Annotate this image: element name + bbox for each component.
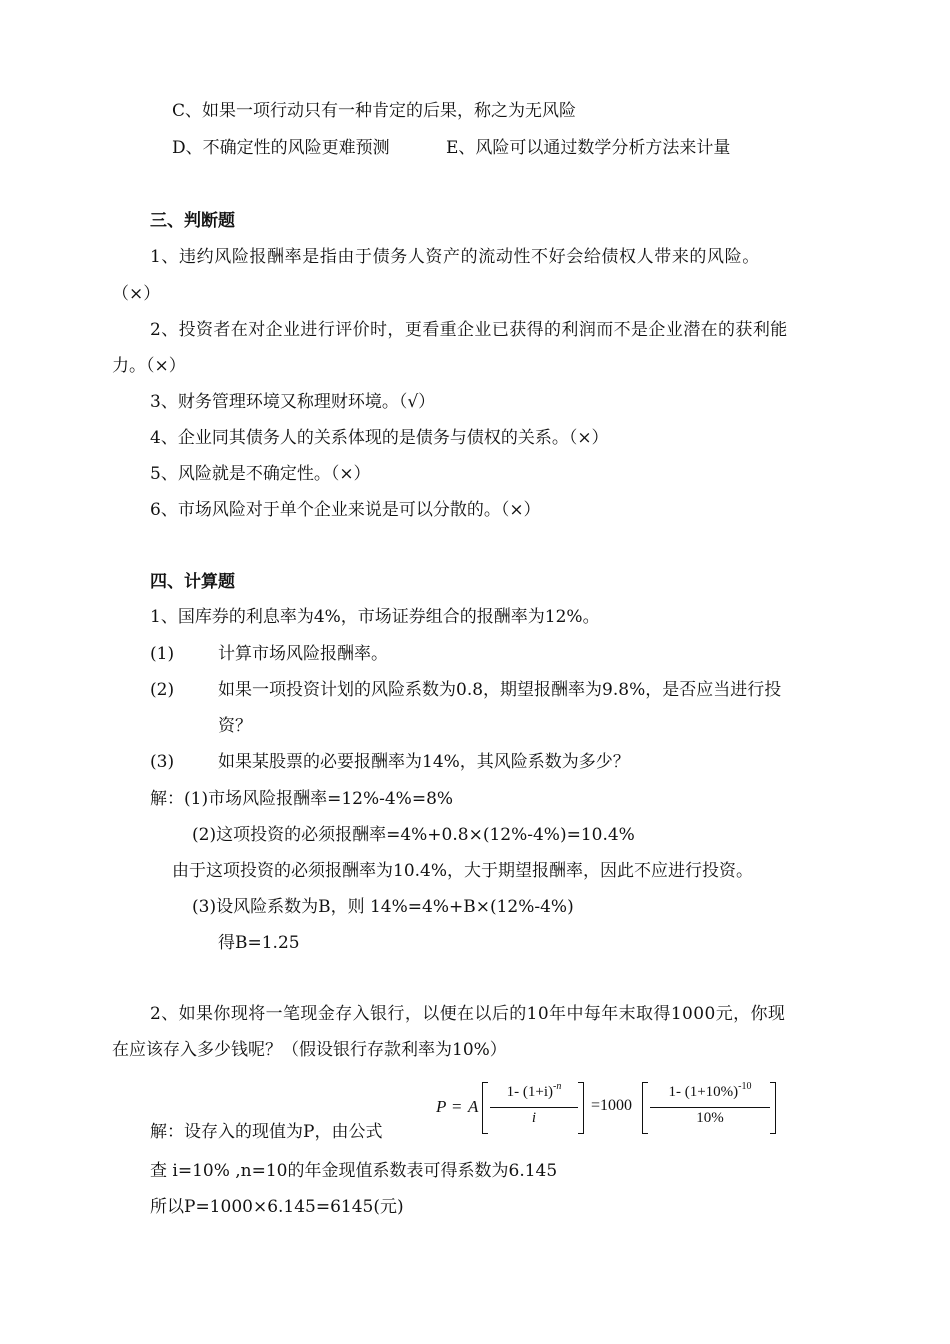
judgment-item-5: 5、风险就是不确定性。（×） [150, 464, 371, 484]
formula-fraction-2 [648, 1081, 772, 1101]
q1-solution-3: (3)设风险系数为B，则 14%=4%+B×(12%-4%) [192, 897, 574, 917]
section4-heading: 四、计算题 [150, 572, 235, 592]
formula-exponent-2: -10 [738, 1081, 752, 1092]
q2-solution-result: 所以P=1000×6.145=6145(元) [150, 1197, 404, 1217]
q1-solution-1: 解：(1)市场风险报酬率=12%-4%=8% [150, 789, 454, 809]
judgment-item-3: 3、财务管理环境又称理财环境。（√） [150, 392, 436, 412]
q1-sub1-number: (1) [150, 644, 175, 664]
q1-stem: 1、国库券的利息率为4%，市场证券组合的报酬率为12%。 [150, 607, 600, 627]
option-c: C、如果一项行动只有一种肯定的后果，称之为无风险 [172, 101, 577, 121]
q1-solution-3-result: 得B=1.25 [218, 933, 300, 953]
q2-stem-line2: 在应该存入多少钱呢？（假设银行存款利率为10%） [112, 1040, 507, 1060]
formula-numerator-1: 1- (1+i) [506, 1084, 554, 1100]
formula-bracket-right-1 [578, 1082, 584, 1134]
q1-sub3-text: 如果某股票的必要报酬率为14%，其风险系数为多少？ [218, 752, 630, 772]
q1-sub1-text: 计算市场风险报酬率。 [218, 644, 388, 664]
q2-solution-intro: 解：设存入的现值为P，由公式 [150, 1122, 383, 1142]
formula-numerator-2: 1- (1+10%) [668, 1084, 739, 1100]
formula-lhs: P [436, 1097, 447, 1116]
judgment-item-1-line2: （×） [112, 284, 161, 304]
section3-heading: 三、判断题 [150, 211, 235, 231]
formula-fraction-1 [488, 1081, 580, 1101]
q1-solution-2: (2)这项投资的必须报酬率=4%+0.8×(12%-4%)=10.4% [192, 825, 635, 845]
judgment-item-1-line1: 1、违约风险报酬率是指由于债务人资产的流动性不好会给债权人带来的风险。 [150, 247, 760, 267]
q1-solution-2-conclusion: 由于这项投资的必须报酬率为10.4%，大于期望报酬率，因此不应进行投资。 [172, 861, 754, 881]
formula-denominator-2: 10% [696, 1110, 724, 1126]
judgment-item-2-line1: 2、投资者在对企业进行评价时，更看重企业已获得的利润而不是企业潜在的获利能 [150, 320, 788, 340]
option-e: E、风险可以通过数学分析方法来计量 [446, 138, 731, 158]
judgment-item-4: 4、企业同其债务人的关系体现的是债务与债权的关系。（×） [150, 428, 609, 448]
formula-equals-2: =1000 [591, 1097, 633, 1114]
q2-solution-lookup: 查 i=10% ,n=10的年金现值系数表可得系数为6.145 [150, 1161, 558, 1181]
judgment-item-6: 6、市场风险对于单个企业来说是可以分散的。（×） [150, 500, 541, 520]
q2-stem-line1: 2、如果你现将一笔现金存入银行，以便在以后的10年中每年末取得1000元，你现 [150, 1004, 786, 1024]
judgment-item-2-line2: 力。（×） [112, 356, 186, 376]
formula-fraction-bar-1 [490, 1107, 578, 1108]
formula-a: A [468, 1097, 479, 1116]
formula-denominator-1: i [531, 1110, 537, 1126]
q1-sub2-number: (2) [150, 680, 175, 700]
q1-sub2-text-line2: 资？ [218, 716, 252, 736]
formula-fraction-bar-2 [650, 1107, 770, 1108]
q1-sub3-number: (3) [150, 752, 175, 772]
q1-sub2-text-line1: 如果一项投资计划的风险系数为0.8，期望报酬率为9.8%，是否应当进行投 [218, 680, 782, 700]
formula-bracket-right-2 [770, 1082, 776, 1134]
formula-equals-1: = [452, 1097, 462, 1116]
formula-exponent-1: -n [553, 1081, 562, 1092]
option-d: D、不确定性的风险更难预测 [172, 138, 390, 158]
